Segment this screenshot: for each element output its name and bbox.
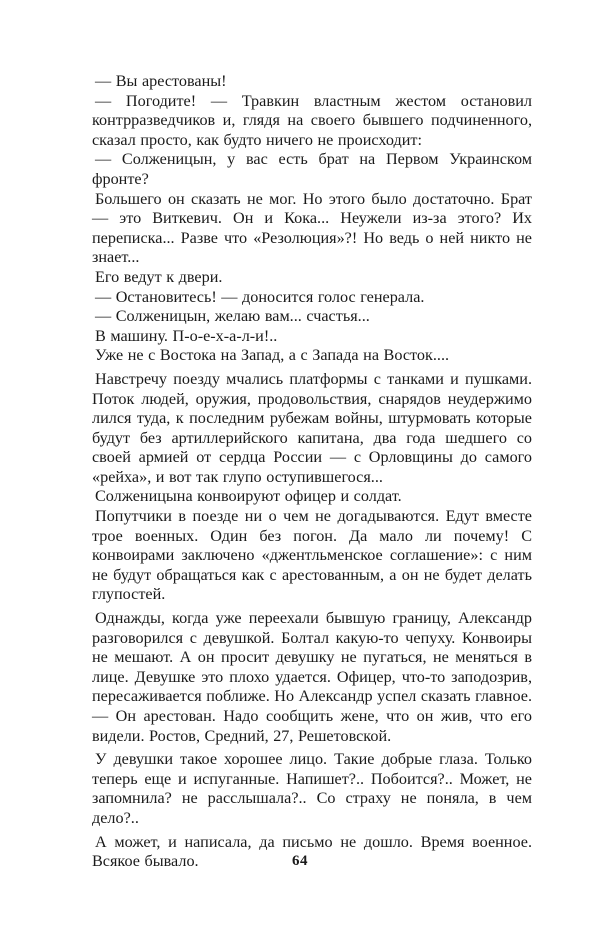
paragraph-9: Уже не с Востока на Запад, а с Запада на Восток....	[95, 346, 450, 365]
paragraph-7: — Солженицын, желаю вам... счастья...	[95, 307, 370, 326]
page-number: 64	[292, 853, 308, 869]
paragraph-10: Навстречу поезду мчались платформы с танками и пушками. Поток людей, оружия, продовольствия, снарядов неудержимо лился туда, к последним рубежам войны, штурмовать которые будут без артиллерийского капитана, два года шедшего со своей армией от сердца России — с Орловщины до самого «рейха», и вот так глупо оступившегося...	[92, 369, 532, 486]
paragraph-1: — Вы арестованы!	[95, 72, 227, 90]
paragraph-13: Однажды, когда уже переехали бывшую границу, Александр разговорился с девушкой. Болтал какую-то чепуху. Конвоиры не мешают. А он просит девушку не пугаться, не меняться в лице. Девушке это плохо удается. Офицер, что-то заподозрив, пересаживается поближе. Но Александр успел сказать главное.— Он арестован. Надо сообщить жене, что он жив, что его видели. Ростов, Средний, 27, Решетовской.	[92, 609, 532, 745]
paragraph-6: — Остановитесь! — доносится голос генерала.	[95, 287, 425, 306]
paragraph-11: Солженицына конвоируют офицер и солдат.	[95, 487, 402, 506]
paragraph-15: А может, и написала, да письмо не дошло. Время военное. Всякое бывало.	[92, 832, 532, 871]
paragraph-3: — Солженицын, у вас есть брат на Первом Украинском фронте?	[92, 150, 532, 188]
paragraph-2: — Погодите! — Травкин властным жестом остановил контрразведчиков и, глядя на своего бывшего подчиненного, сказал просто, как будто ничего не происходит:	[92, 91, 532, 149]
paragraph-8: В машину. П-о-е-х-а-л-и!..	[95, 326, 278, 345]
paragraph-4: Большего он сказать не мог. Но этого было достаточно. Брат — это Виткевич. Он и Кока... Неужели из-за этого? Их переписка... Разве что «Резолюция»?! Но ведь о ней никто не знает...	[92, 189, 532, 267]
paragraph-14: У девушки такое хорошее лицо. Такие добрые глаза. Только теперь еще и испуганные. Напишет?.. Побоится?.. Может, не запомнила? не расслышала?.. Со страху не поняла, в чем дело?..	[92, 750, 532, 827]
book-page-text	[92, 72, 532, 872]
paragraph-5: Его ведут к двери.	[95, 267, 223, 286]
paragraph-12: Попутчики в поезде ни о чем не догадываются. Едут вместе трое военных. Один без погон. Да мало ли почему! С конвоирами заключено «джентльменское соглашение»: с ним не будут обращаться как с арестованным, а он не будет делать глупостей.	[92, 507, 532, 604]
